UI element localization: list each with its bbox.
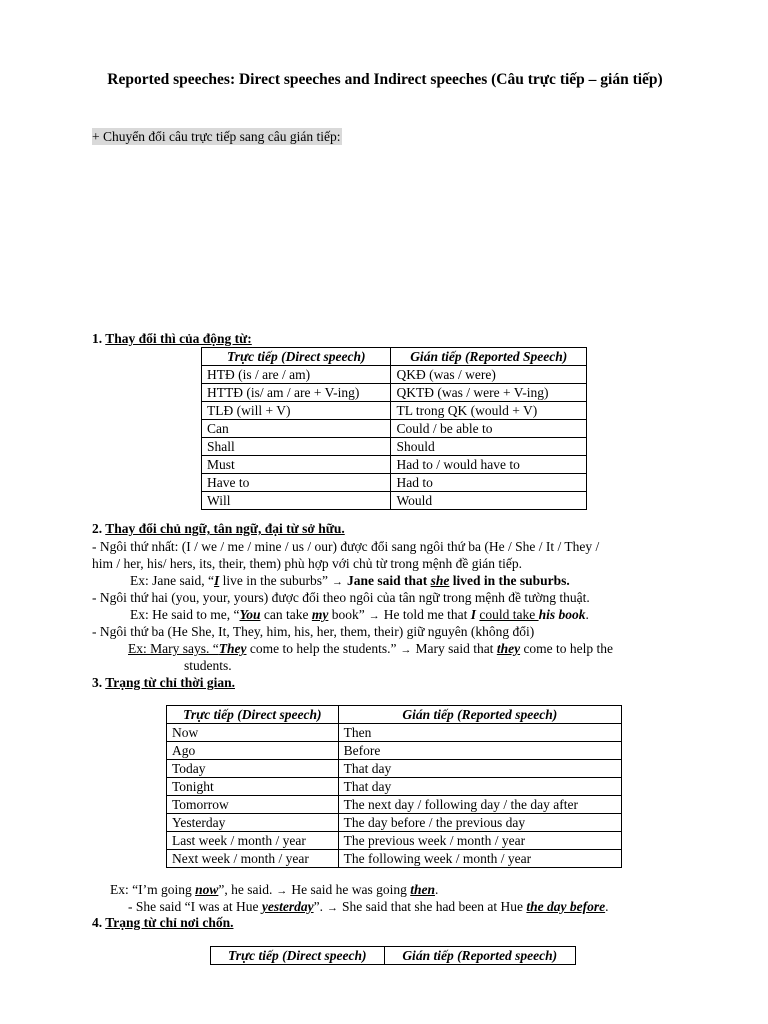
cell-indirect: Should bbox=[391, 438, 587, 456]
example-emph: the day before bbox=[526, 899, 606, 914]
example-emph: his book bbox=[538, 607, 586, 622]
example-emph: I bbox=[470, 607, 476, 622]
example-text: - She said “I was at Hue bbox=[128, 899, 262, 914]
table-row bbox=[167, 742, 622, 760]
cell-indirect: Had to bbox=[391, 474, 587, 492]
example-text: . bbox=[434, 882, 439, 897]
right-arrow-icon: → bbox=[400, 644, 412, 656]
table-row bbox=[202, 366, 587, 384]
example-text: Ex: He said to me, “ bbox=[130, 607, 240, 622]
header-indirect: Gián tiếp (Reported speech) bbox=[384, 947, 576, 965]
section-3-heading bbox=[92, 674, 235, 691]
example-3-continuation: students. bbox=[184, 658, 232, 673]
cell-direct: TLĐ (will + V) bbox=[202, 402, 391, 420]
example-text: Mary said that bbox=[415, 641, 497, 656]
table-row bbox=[202, 474, 587, 492]
example-emph: They bbox=[218, 641, 247, 656]
cell-indirect: Before bbox=[338, 742, 621, 760]
header-direct: Trực tiếp (Direct speech) bbox=[202, 348, 391, 366]
example-text: ”, he said. bbox=[218, 882, 273, 897]
cell-indirect: QKĐ (was / were) bbox=[391, 366, 587, 384]
section-4-number: 4. bbox=[92, 915, 103, 930]
cell-direct: Must bbox=[202, 456, 391, 474]
section-2-heading bbox=[92, 520, 345, 537]
example-text: He said he was going bbox=[291, 882, 411, 897]
table-row bbox=[167, 760, 622, 778]
table-row bbox=[167, 796, 622, 814]
table-row bbox=[202, 384, 587, 402]
header-direct: Trực tiếp (Direct speech) bbox=[167, 706, 339, 724]
example-text: She said that she had been at Hue bbox=[341, 899, 527, 914]
document-title: Reported speeches: Direct speeches and Indirect speeches (Câu trực tiếp – gián tiếp) bbox=[107, 71, 663, 88]
cell-indirect: Would bbox=[391, 492, 587, 510]
header-direct: Trực tiếp (Direct speech) bbox=[211, 947, 385, 965]
section-3-title: Trạng từ chỉ thời gian. bbox=[105, 675, 235, 690]
paragraph-second-person: - Ngôi thứ hai (you, your, yours) được đổi theo ngôi của tân ngữ trong mệnh đề tường thuật. bbox=[92, 590, 590, 605]
table-row bbox=[167, 778, 622, 796]
example-answer: lived in the suburbs. bbox=[449, 573, 570, 588]
section-4-heading bbox=[92, 914, 233, 931]
cell-indirect: The previous week / month / year bbox=[338, 832, 621, 850]
cell-indirect: QKTĐ (was / were + V-ing) bbox=[391, 384, 587, 402]
cell-direct: Today bbox=[167, 760, 339, 778]
cell-indirect: TL trong QK (would + V) bbox=[391, 402, 587, 420]
cell-direct: HTĐ (is / are / am) bbox=[202, 366, 391, 384]
example-text: come to help the bbox=[520, 641, 614, 656]
paragraph-first-person-1: - Ngôi thứ nhất: (I / we / me / mine / us / our) được đổi sang ngôi thứ ba (He / She / It / They / bbox=[92, 539, 600, 554]
example-text: Ex: “I’m going bbox=[110, 882, 196, 897]
section-1-title: Thay đổi thì của động từ: bbox=[105, 331, 252, 346]
example-emph: You bbox=[239, 607, 261, 622]
cell-indirect: That day bbox=[338, 760, 621, 778]
example-answer: Jane said that bbox=[346, 573, 431, 588]
cell-indirect: The day before / the previous day bbox=[338, 814, 621, 832]
example-emph: yesterday bbox=[261, 899, 314, 914]
cell-direct: Ago bbox=[167, 742, 339, 760]
cell-indirect: The next day / following day / the day after bbox=[338, 796, 621, 814]
table-row bbox=[202, 456, 587, 474]
cell-direct: Yesterday bbox=[167, 814, 339, 832]
cell-direct: Tonight bbox=[167, 778, 339, 796]
section-3-number: 3. bbox=[92, 675, 103, 690]
section-2-number: 2. bbox=[92, 521, 103, 536]
cell-indirect: That day bbox=[338, 778, 621, 796]
header-indirect: Gián tiếp (Reported speech) bbox=[338, 706, 621, 724]
cell-direct: Next week / month / year bbox=[167, 850, 339, 868]
table-row bbox=[167, 724, 622, 742]
paragraph-first-person-2: him / her, his/ hers, its, their, them) phù hợp với chủ từ trong mệnh đề gián tiếp. bbox=[92, 556, 522, 571]
right-arrow-icon: → bbox=[326, 902, 338, 914]
cell-direct: Shall bbox=[202, 438, 391, 456]
table-row bbox=[167, 814, 622, 832]
cell-direct: Can bbox=[202, 420, 391, 438]
table-row bbox=[167, 832, 622, 850]
cell-indirect: The following week / month / year bbox=[338, 850, 621, 868]
example-text: live in the suburbs” bbox=[219, 573, 328, 588]
example-text: . bbox=[605, 899, 609, 914]
table-row bbox=[202, 438, 587, 456]
example-emph: they bbox=[496, 641, 521, 656]
example-underlined: could take bbox=[479, 607, 539, 622]
example-emph: I bbox=[213, 573, 220, 588]
example-text: He told me that bbox=[383, 607, 471, 622]
section-1-heading bbox=[92, 330, 252, 347]
cell-direct: Now bbox=[167, 724, 339, 742]
example-text: come to help the students.” bbox=[246, 641, 397, 656]
example-text: . bbox=[585, 607, 589, 622]
example-text: book” bbox=[328, 607, 365, 622]
tense-table bbox=[201, 347, 587, 510]
table-row bbox=[202, 420, 587, 438]
place-adverb-table bbox=[210, 946, 576, 965]
cell-direct: Will bbox=[202, 492, 391, 510]
cell-direct: Tomorrow bbox=[167, 796, 339, 814]
cell-direct: HTTĐ (is/ am / are + V-ing) bbox=[202, 384, 391, 402]
right-arrow-icon: → bbox=[368, 610, 380, 622]
example-text: Ex: Jane said, “ bbox=[130, 573, 214, 588]
example-emph: then bbox=[410, 882, 435, 897]
header-indirect: Gián tiếp (Reported Speech) bbox=[391, 348, 587, 366]
example-text: ”. bbox=[313, 899, 323, 914]
time-adverb-table bbox=[166, 705, 622, 868]
cell-indirect: Had to / would have to bbox=[391, 456, 587, 474]
table-row bbox=[202, 492, 587, 510]
table-header-row bbox=[167, 706, 622, 724]
right-arrow-icon: → bbox=[276, 885, 288, 897]
cell-indirect: Then bbox=[338, 724, 621, 742]
intro-highlight: + Chuyển đổi câu trực tiếp sang câu gián tiếp: bbox=[92, 129, 341, 144]
cell-direct: Have to bbox=[202, 474, 391, 492]
section-1-number: 1. bbox=[92, 331, 103, 346]
table-row bbox=[202, 402, 587, 420]
example-emph: my bbox=[311, 607, 329, 622]
example-underlined: Ex: Mary says. “ bbox=[128, 641, 219, 656]
paragraph-third-person: - Ngôi thứ ba (He She, It, They, him, his, her, them, their) giữ nguyên (không đổi) bbox=[92, 624, 535, 639]
table-row bbox=[167, 850, 622, 868]
right-arrow-icon: → bbox=[331, 576, 343, 588]
section-2-title: Thay đổi chủ ngữ, tân ngữ, đại từ sở hữu. bbox=[105, 521, 345, 536]
table-header-row bbox=[211, 947, 576, 965]
example-emph: she bbox=[430, 573, 450, 588]
section-4-title: Trạng từ chỉ nơi chốn. bbox=[105, 915, 234, 930]
table-header-row bbox=[202, 348, 587, 366]
example-text: can take bbox=[260, 607, 312, 622]
example-emph: now bbox=[195, 882, 219, 897]
cell-direct: Last week / month / year bbox=[167, 832, 339, 850]
cell-indirect: Could / be able to bbox=[391, 420, 587, 438]
